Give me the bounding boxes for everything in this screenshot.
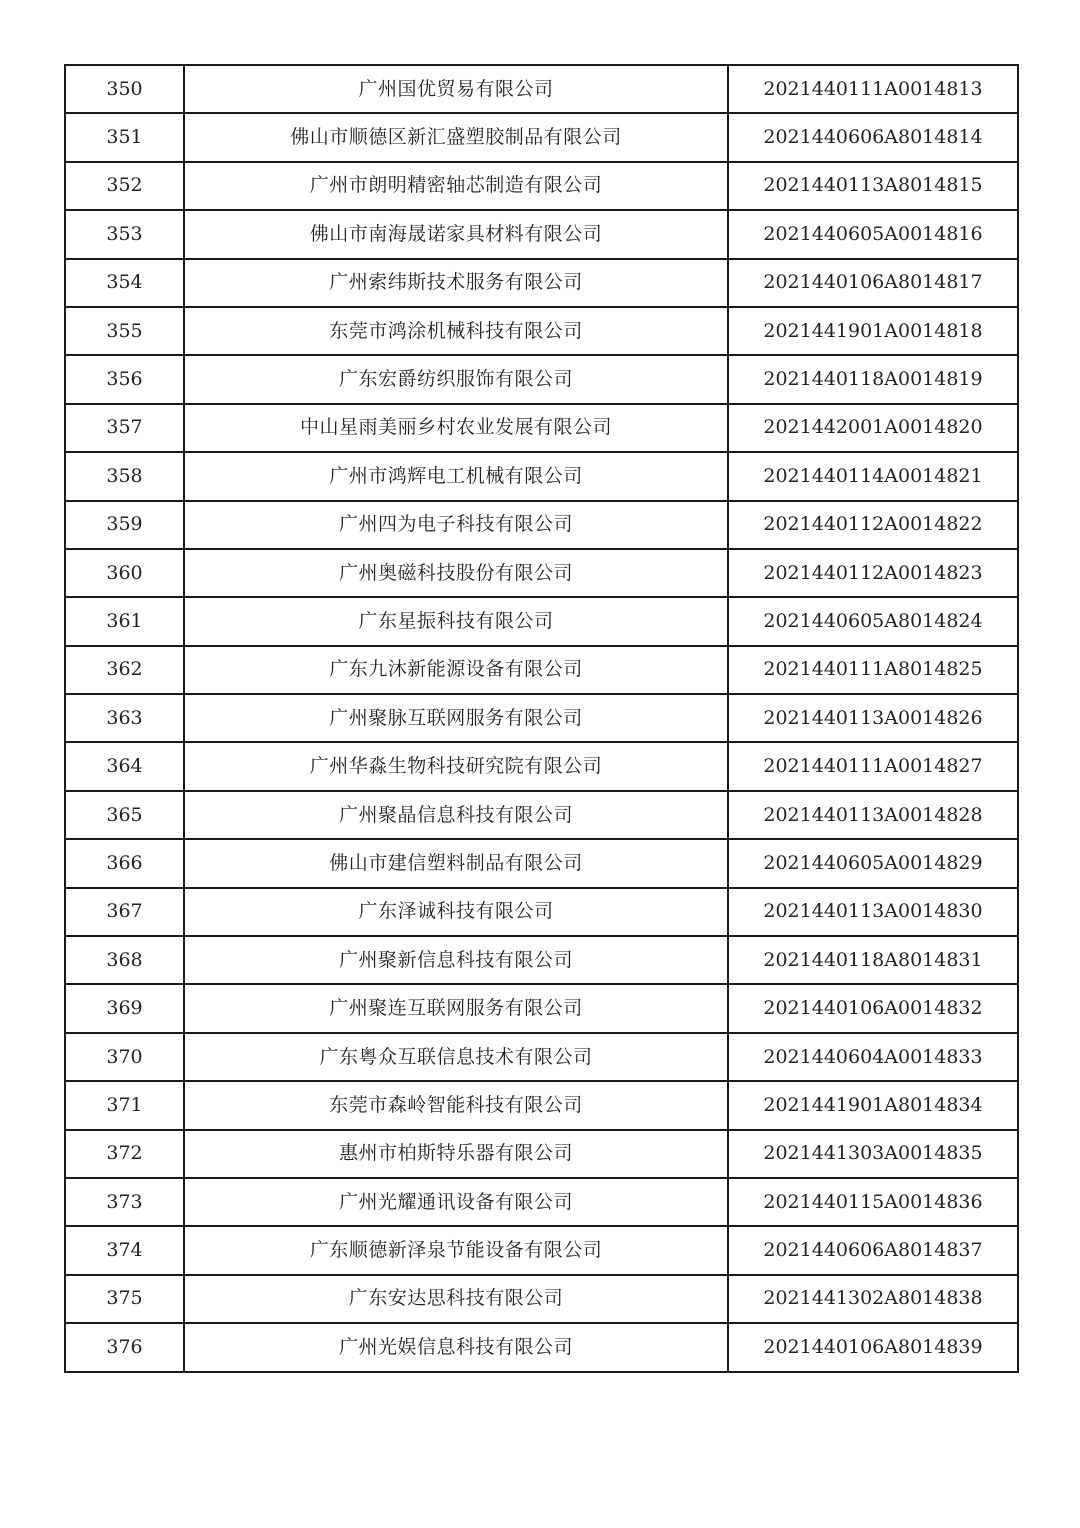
table-row xyxy=(65,888,1018,936)
table-row xyxy=(65,452,1018,500)
row-number-cell: 371 xyxy=(65,1081,184,1129)
table-row xyxy=(65,162,1018,210)
registration-code-cell: 2021440106A8014839 xyxy=(728,1323,1018,1371)
row-number-cell: 360 xyxy=(65,549,184,597)
row-number-cell: 363 xyxy=(65,694,184,742)
registration-code-cell: 2021440118A0014819 xyxy=(728,355,1018,403)
company-name-cell: 广州华淼生物科技研究院有限公司 xyxy=(184,742,728,790)
table-row xyxy=(65,65,1018,113)
registration-code-cell: 2021440113A0014826 xyxy=(728,694,1018,742)
company-name-cell: 广州光耀通讯设备有限公司 xyxy=(184,1178,728,1226)
registration-code-cell: 2021440106A8014817 xyxy=(728,259,1018,307)
registration-code-cell: 2021440606A8014814 xyxy=(728,113,1018,161)
row-number-cell: 367 xyxy=(65,888,184,936)
table-row xyxy=(65,404,1018,452)
table-row xyxy=(65,597,1018,645)
company-name-cell: 广州市朗明精密轴芯制造有限公司 xyxy=(184,162,728,210)
company-name-cell: 广州索纬斯技术服务有限公司 xyxy=(184,259,728,307)
row-number-cell: 361 xyxy=(65,597,184,645)
table-row xyxy=(65,791,1018,839)
company-name-cell: 广州四为电子科技有限公司 xyxy=(184,501,728,549)
registration-code-cell: 2021440111A0014813 xyxy=(728,65,1018,113)
company-name-cell: 广东九沐新能源设备有限公司 xyxy=(184,646,728,694)
row-number-cell: 353 xyxy=(65,210,184,258)
table-row xyxy=(65,1178,1018,1226)
row-number-cell: 372 xyxy=(65,1130,184,1178)
row-number-cell: 355 xyxy=(65,307,184,355)
company-name-cell: 佛山市建信塑料制品有限公司 xyxy=(184,839,728,887)
row-number-cell: 357 xyxy=(65,404,184,452)
table-row xyxy=(65,1323,1018,1371)
table-row xyxy=(65,1130,1018,1178)
row-number-cell: 370 xyxy=(65,1033,184,1081)
company-name-cell: 佛山市顺德区新汇盛塑胶制品有限公司 xyxy=(184,113,728,161)
registration-code-cell: 2021440113A0014828 xyxy=(728,791,1018,839)
registration-code-cell: 2021442001A0014820 xyxy=(728,404,1018,452)
row-number-cell: 376 xyxy=(65,1323,184,1371)
registration-code-cell: 2021440111A8014825 xyxy=(728,646,1018,694)
table-row xyxy=(65,936,1018,984)
row-number-cell: 354 xyxy=(65,259,184,307)
row-number-cell: 352 xyxy=(65,162,184,210)
company-name-cell: 广东星振科技有限公司 xyxy=(184,597,728,645)
table-row xyxy=(65,646,1018,694)
row-number-cell: 359 xyxy=(65,501,184,549)
registration-code-cell: 2021440605A0014816 xyxy=(728,210,1018,258)
table-row xyxy=(65,1081,1018,1129)
company-list-table xyxy=(64,64,1019,1373)
table-row xyxy=(65,549,1018,597)
company-name-cell: 中山星雨美丽乡村农业发展有限公司 xyxy=(184,404,728,452)
company-name-cell: 广州奥磁科技股份有限公司 xyxy=(184,549,728,597)
table-row xyxy=(65,307,1018,355)
registration-code-cell: 2021440605A0014829 xyxy=(728,839,1018,887)
registration-code-cell: 2021440112A0014822 xyxy=(728,501,1018,549)
registration-code-cell: 2021440113A8014815 xyxy=(728,162,1018,210)
row-number-cell: 365 xyxy=(65,791,184,839)
row-number-cell: 358 xyxy=(65,452,184,500)
registration-code-cell: 2021440606A8014837 xyxy=(728,1226,1018,1274)
registration-code-cell: 2021440112A0014823 xyxy=(728,549,1018,597)
row-number-cell: 356 xyxy=(65,355,184,403)
company-name-cell: 广州聚晶信息科技有限公司 xyxy=(184,791,728,839)
table-row xyxy=(65,742,1018,790)
registration-code-cell: 2021440111A0014827 xyxy=(728,742,1018,790)
registration-code-cell: 2021440118A8014831 xyxy=(728,936,1018,984)
table-row xyxy=(65,355,1018,403)
registration-code-cell: 2021440113A0014830 xyxy=(728,888,1018,936)
company-name-cell: 广州聚新信息科技有限公司 xyxy=(184,936,728,984)
row-number-cell: 364 xyxy=(65,742,184,790)
registration-code-cell: 2021441901A0014818 xyxy=(728,307,1018,355)
company-name-cell: 广东粤众互联信息技术有限公司 xyxy=(184,1033,728,1081)
table-row xyxy=(65,984,1018,1032)
row-number-cell: 375 xyxy=(65,1275,184,1323)
table-row xyxy=(65,839,1018,887)
company-name-cell: 惠州市柏斯特乐器有限公司 xyxy=(184,1130,728,1178)
row-number-cell: 368 xyxy=(65,936,184,984)
registration-code-cell: 2021441303A0014835 xyxy=(728,1130,1018,1178)
company-name-cell: 广东顺德新泽泉节能设备有限公司 xyxy=(184,1226,728,1274)
company-name-cell: 广东宏爵纺织服饰有限公司 xyxy=(184,355,728,403)
table-row xyxy=(65,113,1018,161)
company-name-cell: 东莞市森岭智能科技有限公司 xyxy=(184,1081,728,1129)
company-name-cell: 广东安达思科技有限公司 xyxy=(184,1275,728,1323)
company-name-cell: 佛山市南海晟诺家具材料有限公司 xyxy=(184,210,728,258)
table-row xyxy=(65,1226,1018,1274)
company-name-cell: 广州国优贸易有限公司 xyxy=(184,65,728,113)
row-number-cell: 374 xyxy=(65,1226,184,1274)
company-name-cell: 广州聚脉互联网服务有限公司 xyxy=(184,694,728,742)
company-name-cell: 广东泽诚科技有限公司 xyxy=(184,888,728,936)
table-body xyxy=(65,65,1018,1372)
row-number-cell: 369 xyxy=(65,984,184,1032)
row-number-cell: 350 xyxy=(65,65,184,113)
row-number-cell: 362 xyxy=(65,646,184,694)
company-name-cell: 广州光娱信息科技有限公司 xyxy=(184,1323,728,1371)
company-name-cell: 东莞市鸿涂机械科技有限公司 xyxy=(184,307,728,355)
table-row xyxy=(65,210,1018,258)
table-row xyxy=(65,1033,1018,1081)
registration-code-cell: 2021440604A0014833 xyxy=(728,1033,1018,1081)
row-number-cell: 351 xyxy=(65,113,184,161)
table-row xyxy=(65,259,1018,307)
registration-code-cell: 2021441302A8014838 xyxy=(728,1275,1018,1323)
company-name-cell: 广州聚连互联网服务有限公司 xyxy=(184,984,728,1032)
registration-code-cell: 2021440115A0014836 xyxy=(728,1178,1018,1226)
table-row xyxy=(65,694,1018,742)
registration-code-cell: 2021441901A8014834 xyxy=(728,1081,1018,1129)
registration-code-cell: 2021440106A0014832 xyxy=(728,984,1018,1032)
row-number-cell: 373 xyxy=(65,1178,184,1226)
registration-code-cell: 2021440605A8014824 xyxy=(728,597,1018,645)
company-name-cell: 广州市鸿辉电工机械有限公司 xyxy=(184,452,728,500)
row-number-cell: 366 xyxy=(65,839,184,887)
registration-code-cell: 2021440114A0014821 xyxy=(728,452,1018,500)
table-row xyxy=(65,1275,1018,1323)
table-row xyxy=(65,501,1018,549)
